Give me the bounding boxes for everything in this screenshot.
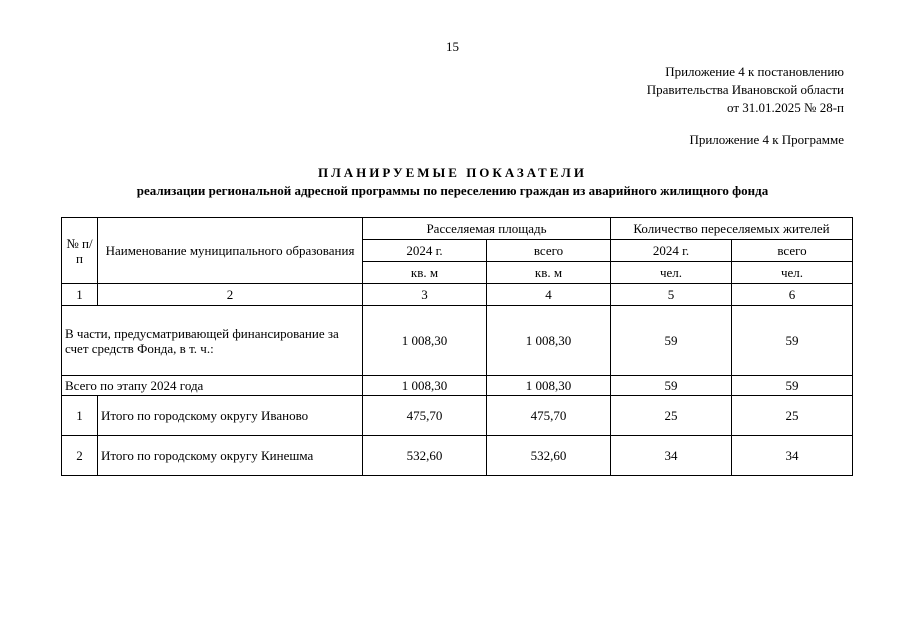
unit-people-year: чел.	[611, 262, 732, 284]
row-people-total: 25	[732, 396, 853, 436]
appendix-line-1: Приложение 4 к постановлению	[665, 64, 844, 79]
row-people-year: 25	[611, 396, 732, 436]
fund-people-total: 59	[732, 306, 853, 376]
stage-row-label: Всего по этапу 2024 года	[62, 376, 363, 396]
header-residents-year: 2024 г.	[611, 240, 732, 262]
header-row-1	[62, 218, 853, 240]
col-number: 1	[62, 284, 98, 306]
indicators-table	[61, 217, 853, 476]
row-people-total: 34	[732, 436, 853, 476]
appendix-line-3: от 31.01.2025 № 28-п	[727, 100, 844, 115]
row-area-total: 475,70	[487, 396, 611, 436]
unit-area-total: кв. м	[487, 262, 611, 284]
row-num: 2	[62, 436, 98, 476]
page-number: 15	[446, 39, 459, 54]
col-number: 3	[363, 284, 487, 306]
row-area-total: 532,60	[487, 436, 611, 476]
fund-area-year: 1 008,30	[363, 306, 487, 376]
header-residents-total: всего	[732, 240, 853, 262]
row-area-year: 532,60	[363, 436, 487, 476]
stage-people-total: 59	[732, 376, 853, 396]
row-num: 1	[62, 396, 98, 436]
unit-people-total: чел.	[732, 262, 853, 284]
col-number: 4	[487, 284, 611, 306]
header-name: Наименование муниципального образования	[98, 218, 363, 284]
header-area-total: всего	[487, 240, 611, 262]
stage-people-year: 59	[611, 376, 732, 396]
stage-area-year: 1 008,30	[363, 376, 487, 396]
fund-people-year: 59	[611, 306, 732, 376]
col-number: 6	[732, 284, 853, 306]
row-name: Итого по городскому округу Иваново	[98, 396, 363, 436]
col-number: 5	[611, 284, 732, 306]
table-row	[62, 436, 853, 476]
fund-area-total: 1 008,30	[487, 306, 611, 376]
fund-row-label: В части, предусматривающей финансирование за счет средств Фонда, в т. ч.:	[62, 306, 363, 376]
header-num: № п/п	[62, 218, 98, 284]
stage-row	[62, 376, 853, 396]
unit-area-year: кв. м	[363, 262, 487, 284]
row-name: Итого по городскому округу Кинешма	[98, 436, 363, 476]
appendix-line-2: Правительства Ивановской области	[646, 82, 844, 97]
appendix-header	[647, 63, 844, 117]
row-people-year: 34	[611, 436, 732, 476]
header-area: Расселяемая площадь	[363, 218, 611, 240]
table-row	[62, 396, 853, 436]
fund-row	[62, 306, 853, 376]
header-area-year: 2024 г.	[363, 240, 487, 262]
document-title: ПЛАНИРУЕМЫЕ ПОКАЗАТЕЛИ	[318, 165, 587, 180]
col-number: 2	[98, 284, 363, 306]
row-area-year: 475,70	[363, 396, 487, 436]
appendix-program: Приложение 4 к Программе	[689, 132, 844, 147]
stage-area-total: 1 008,30	[487, 376, 611, 396]
column-number-row	[62, 284, 853, 306]
header-residents: Количество переселяемых жителей	[611, 218, 853, 240]
document-subtitle: реализации региональной адресной программы по переселению граждан из аварийного жилищного фонда	[136, 183, 769, 198]
